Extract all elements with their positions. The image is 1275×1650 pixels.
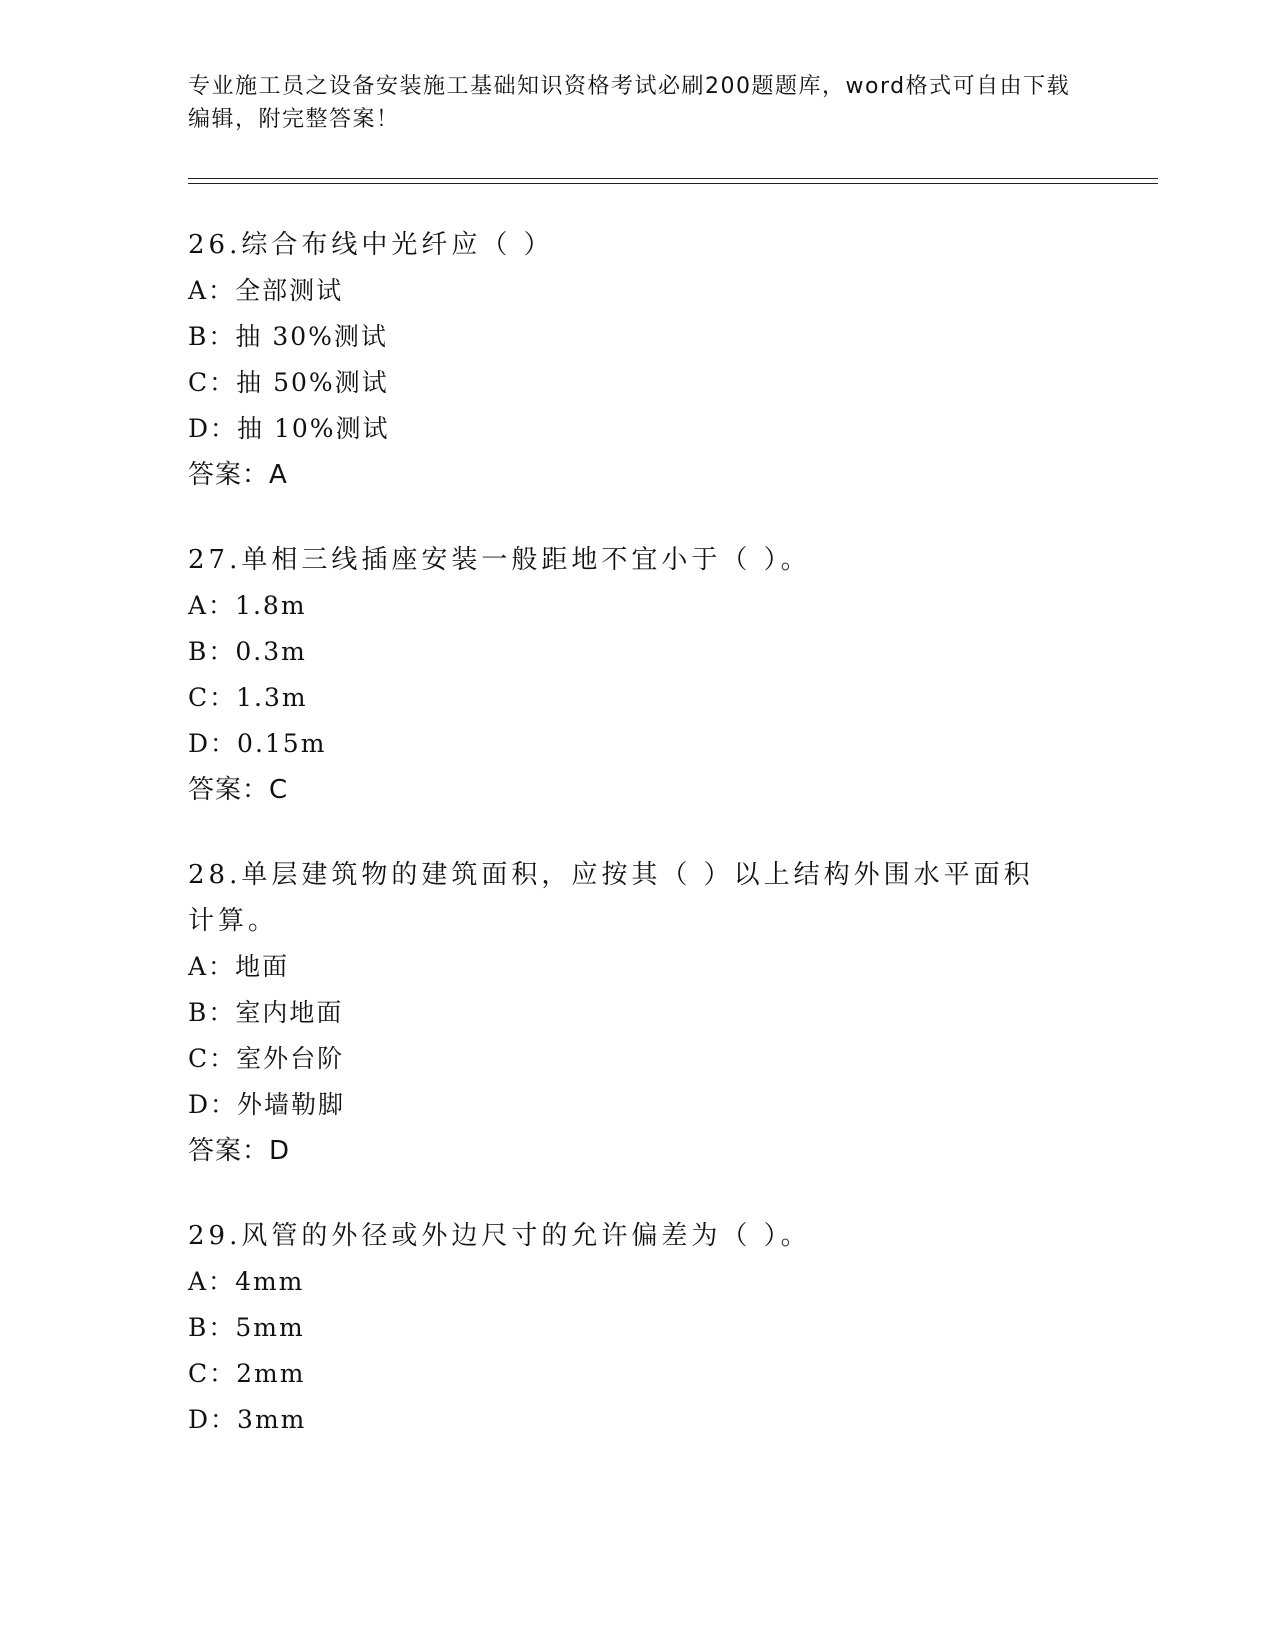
option-key: D： bbox=[188, 414, 238, 443]
option-key: D： bbox=[188, 1405, 238, 1434]
option-d bbox=[188, 406, 1088, 452]
option-key: C： bbox=[188, 1359, 237, 1388]
option-key: C： bbox=[188, 683, 237, 712]
question-stem: 27.单相三线插座安装一般距地不宜小于（ ）。 bbox=[188, 545, 811, 575]
option-b bbox=[188, 629, 1088, 675]
option-key: A： bbox=[188, 591, 236, 620]
option-c bbox=[188, 1036, 1088, 1082]
option-text: 室内地面 bbox=[235, 998, 344, 1027]
option-text: 5mm bbox=[235, 1313, 305, 1342]
option-key: B： bbox=[188, 322, 236, 351]
header-divider bbox=[188, 178, 1158, 184]
document-header: 专业施工员之设备安装施工基础知识资格考试必刷200题题库，word格式可自由下载编辑，附完整答案！ bbox=[188, 74, 1071, 132]
option-key: B： bbox=[188, 1313, 236, 1342]
option-c bbox=[188, 360, 1088, 406]
option-text: 4mm bbox=[235, 1267, 305, 1296]
question-stem: 28.单层建筑物的建筑面积，应按其（ ）以上结构外围水平面积计算。 bbox=[188, 860, 1034, 936]
option-b bbox=[188, 314, 1088, 360]
question-29 bbox=[188, 1213, 1088, 1443]
question-28 bbox=[188, 852, 1088, 1174]
option-text: 抽 30%测试 bbox=[235, 322, 388, 351]
option-key: C： bbox=[188, 1044, 237, 1073]
option-text: 1.8m bbox=[235, 591, 307, 620]
option-text: 抽 50%测试 bbox=[236, 368, 389, 397]
option-key: A： bbox=[188, 276, 236, 305]
option-key: D： bbox=[188, 729, 238, 758]
option-text: 0.15m bbox=[237, 729, 327, 758]
answer-line: 答案：C bbox=[188, 775, 289, 805]
option-key: C： bbox=[188, 368, 237, 397]
option-text: 全部测试 bbox=[235, 276, 344, 305]
option-d bbox=[188, 1397, 1088, 1443]
option-c bbox=[188, 675, 1088, 721]
option-b bbox=[188, 1305, 1088, 1351]
option-text: 室外台阶 bbox=[236, 1044, 345, 1073]
option-c bbox=[188, 1351, 1088, 1397]
option-key: A： bbox=[188, 1267, 236, 1296]
option-text: 1.3m bbox=[236, 683, 308, 712]
answer-line: 答案：A bbox=[188, 460, 288, 490]
option-key: B： bbox=[188, 998, 236, 1027]
option-a bbox=[188, 944, 1088, 990]
question-stem: 29.风管的外径或外边尺寸的允许偏差为（ ）。 bbox=[188, 1221, 811, 1251]
option-text: 3mm bbox=[237, 1405, 307, 1434]
answer-line: 答案：D bbox=[188, 1136, 291, 1166]
option-d bbox=[188, 721, 1088, 767]
option-key: A： bbox=[188, 952, 236, 981]
option-text: 2mm bbox=[236, 1359, 306, 1388]
option-a bbox=[188, 583, 1088, 629]
option-a bbox=[188, 268, 1088, 314]
question-26 bbox=[188, 222, 1088, 498]
option-d bbox=[188, 1082, 1088, 1128]
option-text: 0.3m bbox=[235, 637, 307, 666]
question-27 bbox=[188, 537, 1088, 813]
option-key: D： bbox=[188, 1090, 238, 1119]
option-text: 抽 10%测试 bbox=[237, 414, 390, 443]
option-text: 地面 bbox=[235, 952, 290, 981]
option-b bbox=[188, 990, 1088, 1036]
question-stem: 26.综合布线中光纤应（ ） bbox=[188, 230, 554, 260]
option-a bbox=[188, 1259, 1088, 1305]
option-key: B： bbox=[188, 637, 236, 666]
option-text: 外墙勒脚 bbox=[237, 1090, 346, 1119]
